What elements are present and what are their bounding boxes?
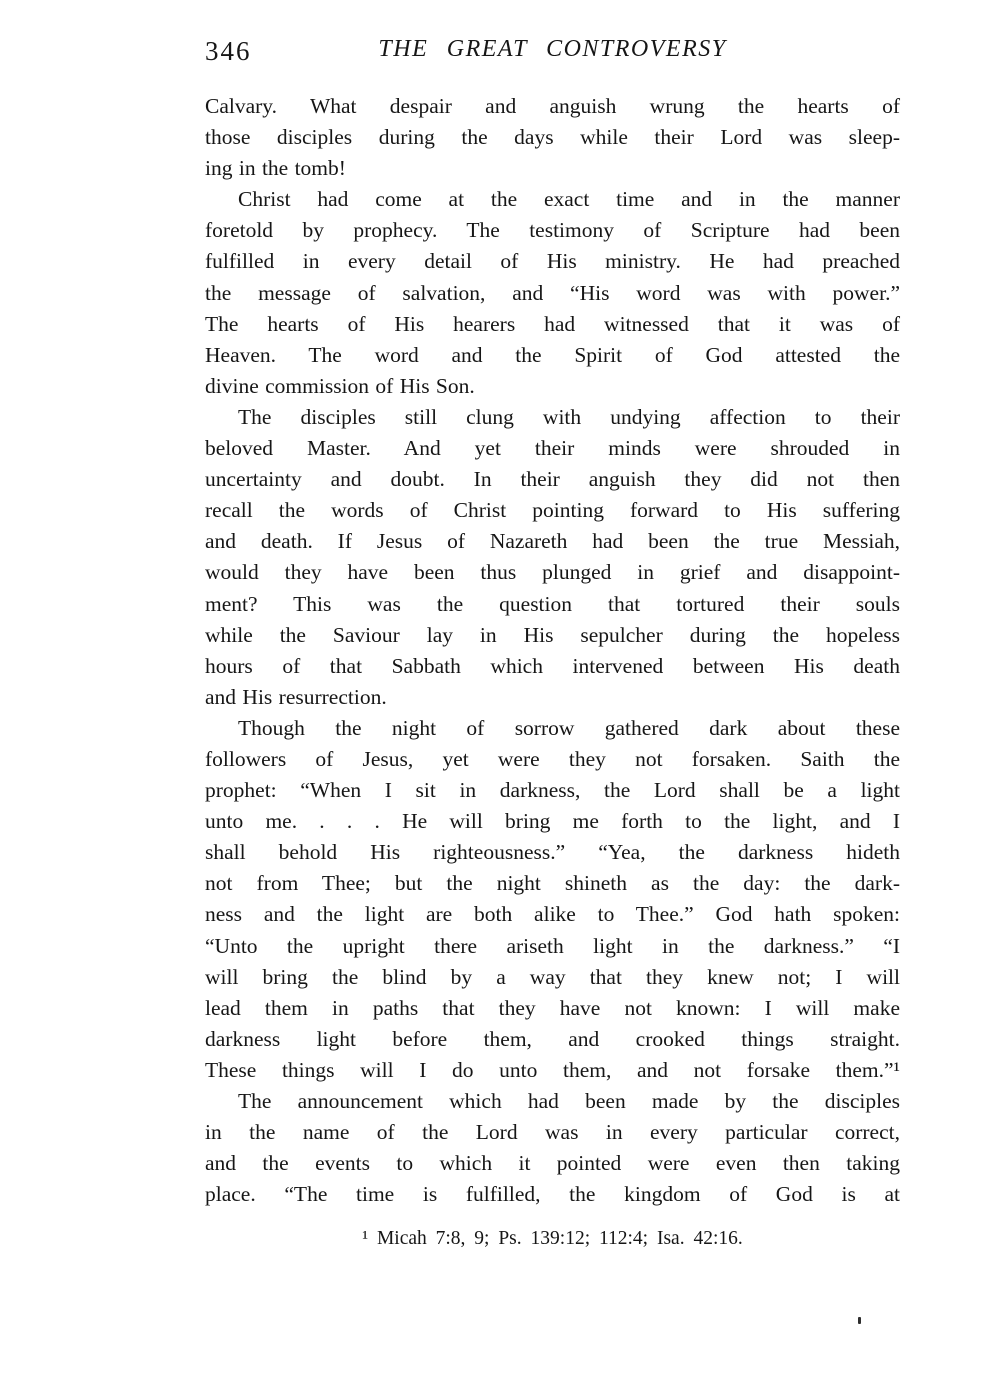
page-body bbox=[205, 91, 900, 1210]
text-line: lead them in paths that they have not known: I will make bbox=[205, 995, 900, 1020]
text-line: and His resurrection. bbox=[205, 684, 387, 709]
text-line: and death. If Jesus of Nazareth had been the true Messiah, bbox=[205, 529, 900, 554]
text-line: those disciples during the days while their Lord was sleep- bbox=[205, 125, 900, 150]
paragraph bbox=[205, 1086, 900, 1210]
text-line: divine commission of His Son. bbox=[205, 373, 475, 398]
text-line: fulfilled in every detail of His ministry. He had preached bbox=[205, 249, 900, 274]
paragraph bbox=[205, 402, 900, 713]
footnote: ¹ Micah 7:8, 9; Ps. 139:12; 112:4; Isa. 42:16. bbox=[362, 1228, 743, 1249]
text-line: will bring the blind by a way that they knew not; I will bbox=[205, 964, 900, 989]
text-line: ness and the light are both alike to Thee.” God hath spoken: bbox=[205, 902, 900, 927]
text-line: would they have been thus plunged in grief and disappoint- bbox=[205, 560, 900, 585]
ink-speck bbox=[858, 1317, 861, 1324]
text-line: hours of that Sabbath which intervened between His death bbox=[205, 653, 900, 678]
text-line: ing in the tomb! bbox=[205, 156, 346, 181]
paragraph bbox=[205, 713, 900, 1086]
running-title: THE GREAT CONTROVERSY bbox=[378, 36, 727, 62]
text-line: The announcement which had been made by the disciples bbox=[238, 1089, 900, 1113]
text-line: The disciples still clung with undying affection to their bbox=[238, 404, 900, 429]
text-line: followers of Jesus, yet were they not forsaken. Saith the bbox=[205, 746, 900, 771]
text-line: darkness light before them, and crooked things straight. bbox=[205, 1026, 900, 1051]
paragraph bbox=[205, 91, 900, 184]
text-line: Heaven. The word and the Spirit of God attested the bbox=[205, 342, 900, 367]
text-line: The hearts of His hearers had witnessed that it was of bbox=[205, 311, 900, 336]
text-line: uncertainty and doubt. In their anguish they did not then bbox=[205, 467, 900, 492]
text-line: place. “The time is fulfilled, the kingdom of God is at bbox=[205, 1182, 900, 1207]
text-line: shall behold His righteousness.” “Yea, the darkness hideth bbox=[205, 840, 900, 865]
paragraph bbox=[205, 184, 900, 402]
text-line: unto me. . . . He will bring me forth to the light, and I bbox=[205, 809, 900, 834]
text-line: Though the night of sorrow gathered dark about these bbox=[238, 715, 900, 740]
text-line: in the name of the Lord was in every particular correct, bbox=[205, 1120, 900, 1145]
text-line: ment? This was the question that tortured their souls bbox=[205, 591, 900, 616]
text-line: “Unto the upright there ariseth light in the darkness.” “I bbox=[205, 933, 900, 958]
text-line: beloved Master. And yet their minds were shrouded in bbox=[205, 436, 900, 461]
text-line: while the Saviour lay in His sepulcher during the hopeless bbox=[205, 622, 900, 647]
text-line: the message of salvation, and “His word was with power.” bbox=[205, 280, 900, 305]
text-line: not from Thee; but the night shineth as the day: the dark- bbox=[205, 871, 900, 896]
text-line: Christ had come at the exact time and in the manner bbox=[238, 187, 900, 212]
text-line: Calvary. What despair and anguish wrung the hearts of bbox=[205, 94, 900, 118]
text-line: and the events to which it pointed were even then taking bbox=[205, 1151, 900, 1176]
text-line: These things will I do unto them, and not forsake them.”¹ bbox=[205, 1057, 900, 1082]
text-line: foretold by prophecy. The testimony of Scripture had been bbox=[205, 218, 900, 243]
text-line: prophet: “When I sit in darkness, the Lord shall be a light bbox=[205, 778, 900, 803]
running-header bbox=[205, 34, 900, 66]
text-line: recall the words of Christ pointing forward to His suffering bbox=[205, 498, 900, 523]
page-number: 346 bbox=[205, 36, 252, 66]
